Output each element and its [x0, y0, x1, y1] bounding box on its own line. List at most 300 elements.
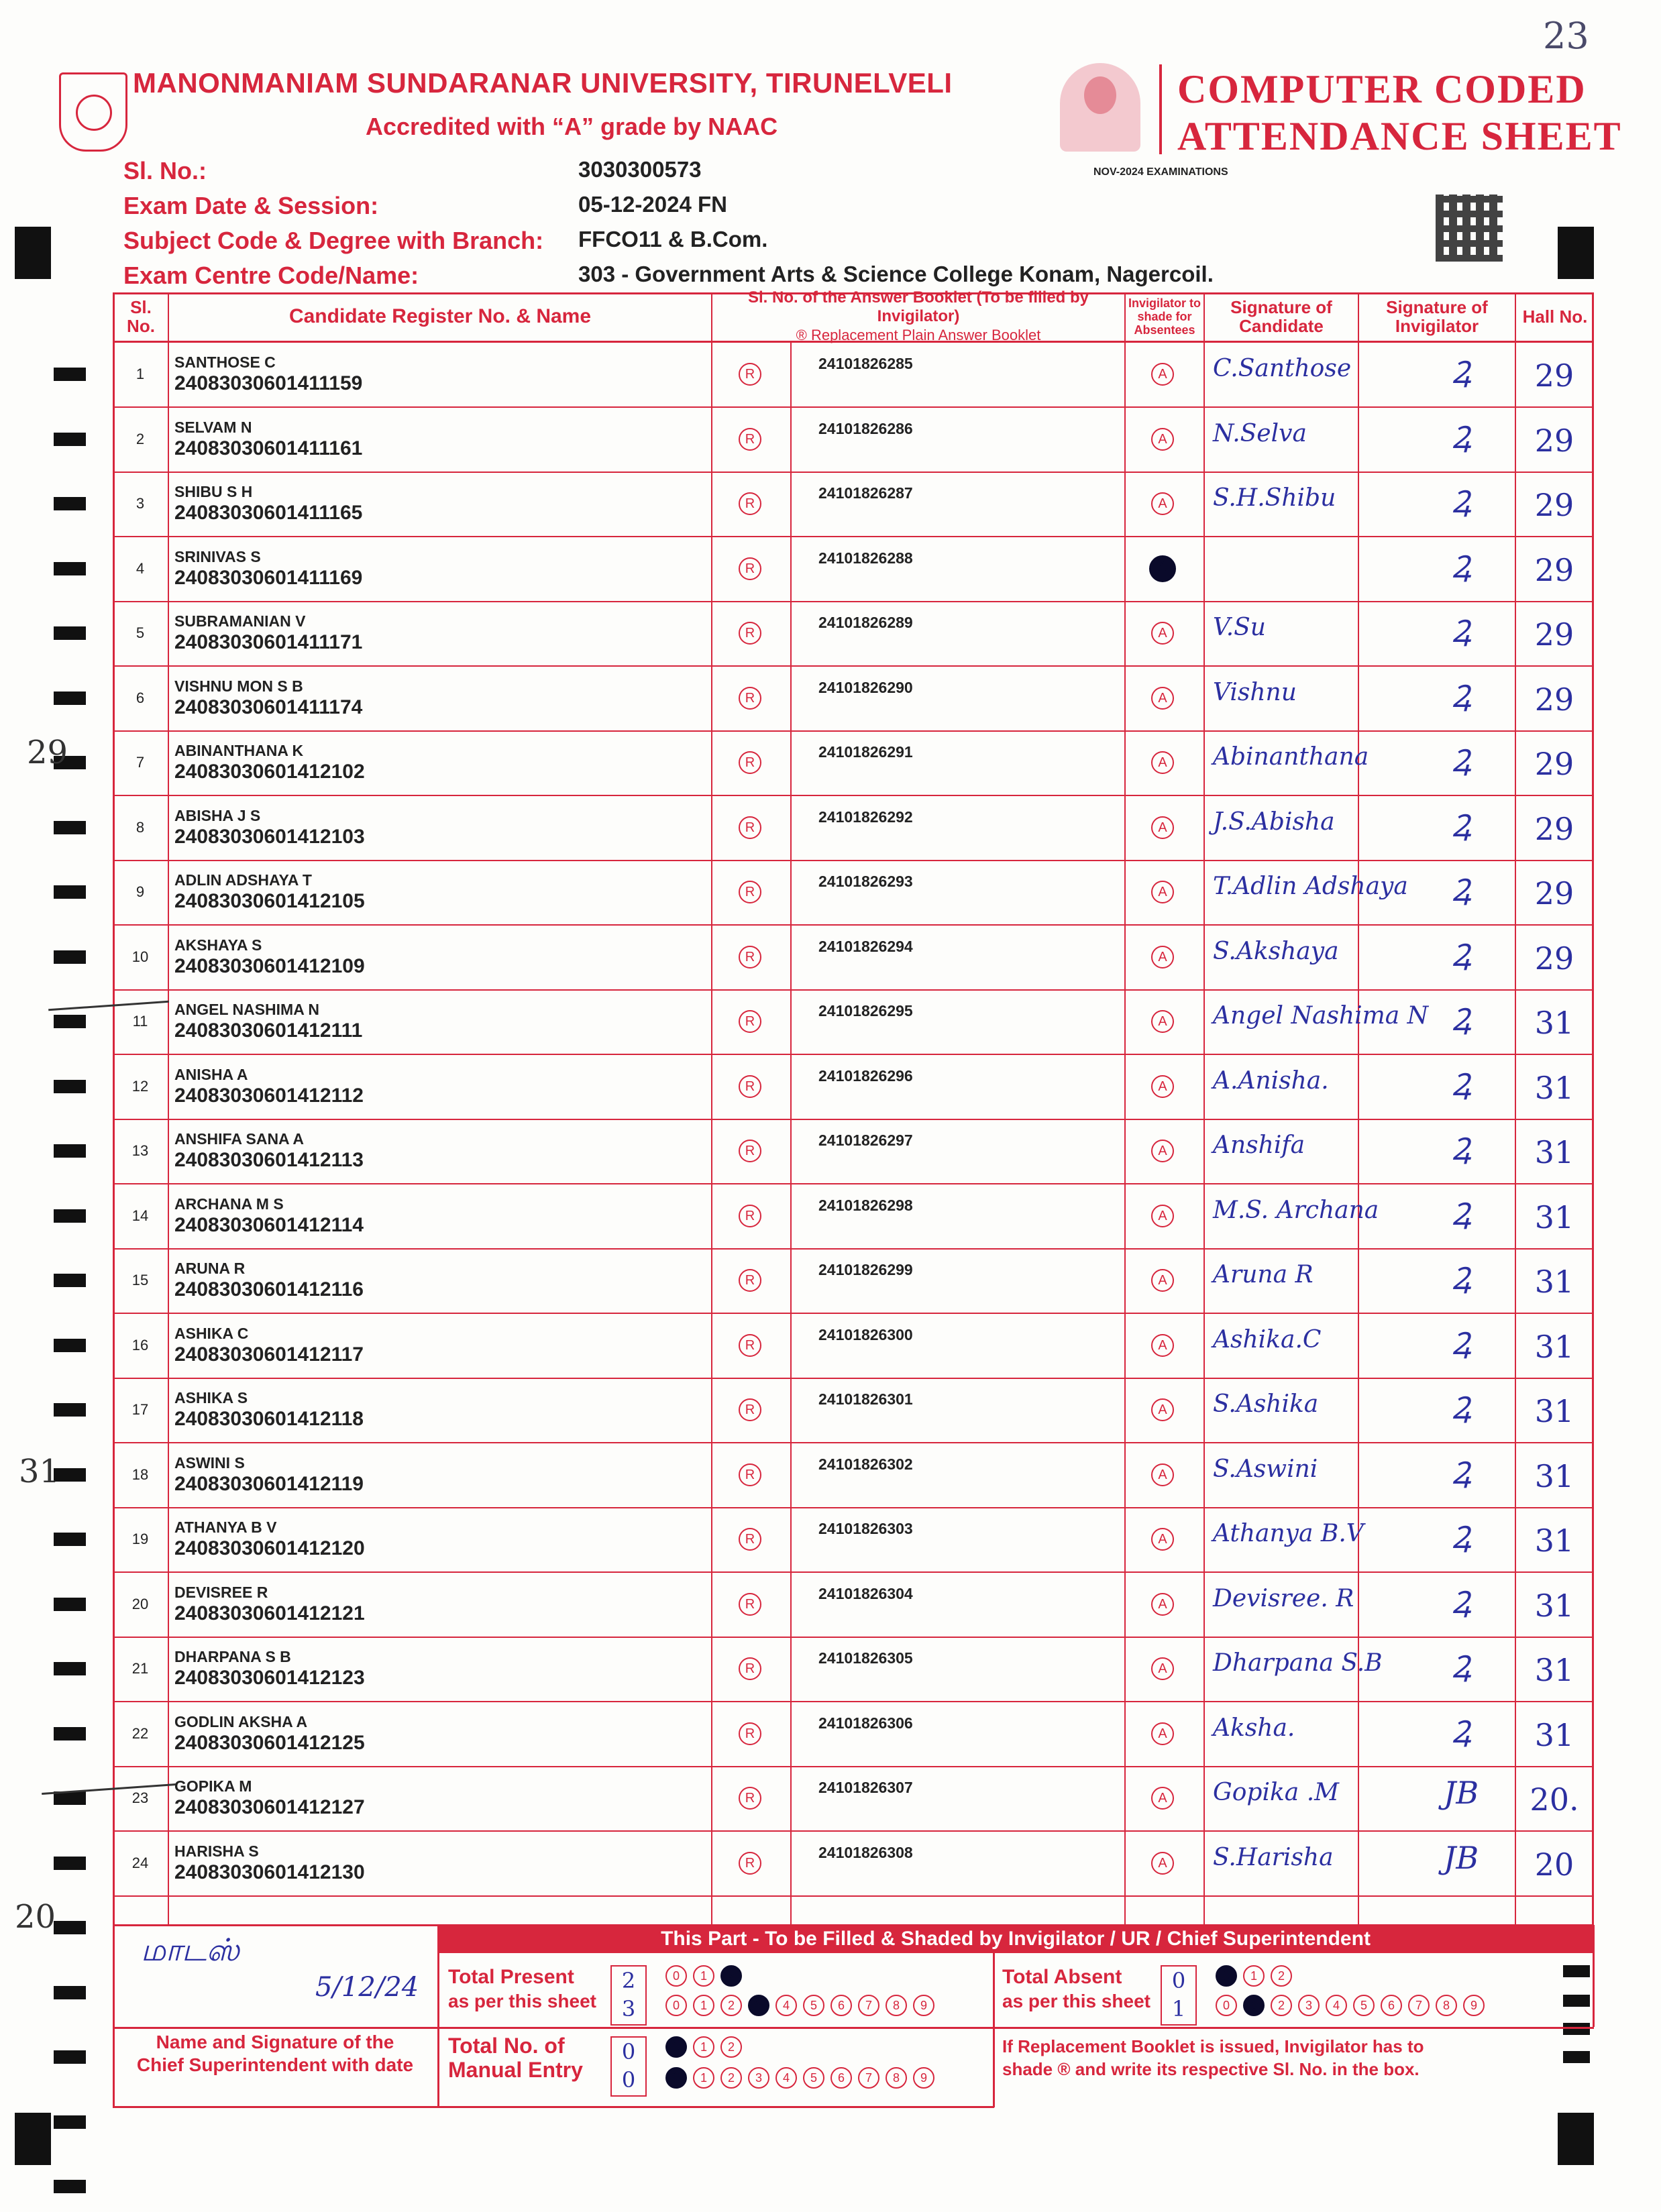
row-sl: 21 — [131, 1660, 149, 1677]
row-sl: 13 — [131, 1142, 149, 1159]
booklet-number: 24101826288 — [818, 549, 913, 567]
replacement-bubble[interactable]: R — [739, 557, 761, 580]
candidate-name: ARUNA R — [174, 1260, 246, 1277]
timing-mark — [54, 885, 86, 899]
replacement-bubble[interactable]: R — [739, 816, 761, 839]
registration-mark — [1558, 2113, 1594, 2165]
candidate-signature: Devisree. R — [1213, 1584, 1354, 1612]
replacement-bubble[interactable]: R — [739, 946, 761, 969]
invigilator-signature: JB — [1443, 1839, 1479, 1876]
row-divider — [113, 1895, 1594, 1897]
margin-note-31: 31 — [19, 1453, 60, 1490]
timing-mark — [54, 368, 86, 381]
candidate-name: DEVISREE R — [174, 1583, 268, 1601]
invigilator-signature: Ꝝ — [1451, 484, 1471, 520]
timing-mark — [1563, 2051, 1590, 2063]
replacement-bubble[interactable]: R — [739, 363, 761, 386]
booklet-number: 24101826285 — [818, 355, 913, 372]
candidate-name: GODLIN AKSHA A — [174, 1712, 308, 1730]
register-number: 24083030601412121 — [174, 1602, 365, 1624]
register-number: 24083030601411174 — [174, 696, 363, 718]
register-number: 24083030601412118 — [174, 1408, 364, 1430]
timing-mark — [54, 1533, 86, 1546]
invigilator-signature: Ꝝ — [1451, 742, 1471, 779]
candidate-signature: M.S. Archana — [1213, 1196, 1379, 1224]
booklet-number: 24101826299 — [818, 1261, 913, 1278]
table-row — [113, 602, 1594, 667]
total-present-line1: Total Present — [448, 1966, 574, 1988]
footer-border — [993, 1953, 995, 2107]
registration-mark — [1558, 227, 1594, 279]
header-booklet — [712, 288, 1124, 343]
timing-mark — [54, 1080, 86, 1093]
present-bubbles-tens[interactable]: 0 1 2 — [665, 1965, 748, 1987]
table-row — [113, 796, 1594, 861]
table-row — [113, 926, 1594, 991]
candidate-name: SELVAM N — [174, 418, 252, 436]
university-name: MANONMANIAM SUNDARANAR UNIVERSITY, TIRUNELVELI — [133, 67, 953, 99]
invigilator-signature: Ꝝ — [1451, 936, 1471, 973]
row-sl: 6 — [136, 689, 145, 706]
absent-bubble[interactable]: A — [1151, 1140, 1174, 1162]
timing-mark — [54, 1403, 86, 1417]
subject-label: Subject Code & Degree with Branch: — [123, 227, 544, 254]
absent-bubble[interactable]: A — [1151, 1463, 1174, 1486]
subject-value: FFCO11 & B.Com. — [578, 227, 768, 252]
absent-digit-2: 1 — [1171, 1996, 1186, 2022]
row-sl: 5 — [136, 624, 145, 641]
replacement-bubble[interactable]: R — [739, 1075, 761, 1098]
replacement-bubble[interactable]: R — [739, 751, 761, 774]
timing-mark — [1563, 2023, 1590, 2035]
founder-portrait — [1060, 63, 1140, 152]
register-number: 24083030601412114 — [174, 1213, 364, 1236]
hall-number: 29 — [1534, 681, 1574, 718]
footer-band: This Part - To be Filled & Shaded by Invigilator / UR / Chief Superintendent — [437, 1925, 1594, 1953]
margin-note-29: 29 — [27, 734, 68, 771]
candidate-signature: S.Ashika — [1213, 1390, 1319, 1418]
candidate-name: VISHNU MON S B — [174, 677, 303, 695]
timing-mark — [54, 950, 86, 964]
register-number: 24083030601412127 — [174, 1796, 365, 1818]
header-candidate: Candidate Register No. & Name — [288, 305, 592, 327]
hall-number: 29 — [1534, 746, 1574, 782]
hall-number: 29 — [1534, 551, 1574, 588]
sheet-title-line1: COMPUTER CODED — [1177, 67, 1587, 111]
cs-label-line1: Name and Signature of the — [156, 2032, 394, 2052]
candidate-name: ANGEL NASHIMA N — [174, 1001, 319, 1018]
row-sl: 15 — [131, 1272, 149, 1288]
manual-bubbles-tens[interactable]: 0 1 2 — [665, 2036, 748, 2058]
row-sl: 12 — [131, 1077, 149, 1095]
replacement-note-line1: If Replacement Booklet is issued, Invigilator has to — [1002, 2036, 1424, 2056]
booklet-number: 24101826287 — [818, 484, 913, 502]
exam-date-value: 05-12-2024 FN — [578, 192, 727, 217]
candidate-name: ANSHIFA SANA A — [174, 1130, 304, 1148]
header-hall: Hall No. — [1522, 307, 1588, 327]
replacement-bubble[interactable]: R — [739, 1463, 761, 1486]
invigilator-signature: Ꝝ — [1451, 613, 1471, 649]
footer-border — [113, 1925, 115, 2107]
cs-label-line2: Chief Superintendent with date — [136, 2054, 414, 2075]
booklet-number: 24101826291 — [818, 743, 913, 761]
absent-bubble[interactable]: A — [1151, 1398, 1174, 1421]
replacement-bubble[interactable]: R — [739, 1593, 761, 1616]
replacement-bubble[interactable]: R — [739, 492, 761, 515]
hall-number: 29 — [1534, 357, 1574, 394]
booklet-number: 24101826286 — [818, 419, 913, 437]
booklet-number: 24101826290 — [818, 678, 913, 696]
centre-label: Exam Centre Code/Name: — [123, 262, 419, 289]
timing-mark — [54, 1727, 86, 1740]
candidate-signature: Abinanthana — [1213, 743, 1369, 771]
candidate-signature: J.S.Abisha — [1213, 808, 1335, 836]
table-row — [113, 408, 1594, 473]
manual-digit-1: 0 — [621, 2039, 636, 2064]
booklet-number: 24101826306 — [818, 1714, 913, 1732]
replacement-bubble[interactable]: R — [739, 1398, 761, 1421]
replacement-bubble[interactable]: R — [739, 622, 761, 645]
candidate-name: DHARPANA S B — [174, 1648, 291, 1665]
absent-bubble[interactable]: A — [1151, 1657, 1174, 1680]
register-number: 24083030601411161 — [174, 437, 363, 459]
replacement-bubble[interactable]: R — [739, 1657, 761, 1680]
timing-mark — [54, 2115, 86, 2129]
qr-code — [1436, 195, 1503, 262]
registration-mark — [15, 227, 51, 279]
register-number: 24083030601412103 — [174, 825, 365, 848]
candidate-name: ARCHANA M S — [174, 1195, 284, 1213]
candidate-name: ABISHA J S — [174, 806, 261, 824]
absent-bubbles-units[interactable]: 0 1 2 3 4 5 6 7 8 9 — [1216, 1995, 1491, 2016]
table-row — [113, 1443, 1594, 1508]
register-number: 24083030601412111 — [174, 1019, 363, 1042]
timing-mark — [54, 1339, 86, 1352]
hall-number: 31 — [1534, 1005, 1574, 1041]
footer-border — [437, 1925, 439, 2107]
table-row — [113, 1637, 1594, 1702]
absent-bubble[interactable]: A — [1151, 1722, 1174, 1745]
hall-number: 31 — [1534, 1716, 1574, 1753]
replacement-bubble[interactable]: R — [739, 881, 761, 903]
row-sl: 2 — [136, 430, 145, 447]
table-row — [113, 1767, 1594, 1832]
timing-mark — [54, 1144, 86, 1158]
present-bubbles-units[interactable]: 0 1 2 3 4 5 6 7 8 9 — [665, 1995, 941, 2016]
candidate-signature: S.H.Shibu — [1213, 484, 1336, 512]
invigilator-signature: Ꝝ — [1451, 1001, 1471, 1038]
hall-number: 31 — [1534, 1328, 1574, 1365]
absent-bubble[interactable]: A — [1151, 1334, 1174, 1357]
hall-number: 20. — [1530, 1781, 1579, 1818]
timing-mark — [54, 1857, 86, 1870]
table-row — [113, 1119, 1594, 1184]
header-absentees: Invigilator to shade for Absentees — [1128, 296, 1201, 337]
table-row — [113, 537, 1594, 602]
candidate-signature: V.Su — [1213, 614, 1266, 641]
replacement-bubble[interactable]: R — [739, 1334, 761, 1357]
row-sl: 1 — [136, 366, 145, 382]
table-row — [113, 1702, 1594, 1767]
manual-entry-digits — [610, 2036, 647, 2097]
candidate-signature: Vishnu — [1213, 678, 1297, 706]
invigilator-signature: Ꝝ — [1451, 677, 1471, 714]
candidate-name: GOPIKA M — [174, 1777, 252, 1795]
timing-mark — [54, 1274, 86, 1287]
absent-bubble[interactable]: A — [1151, 363, 1174, 386]
candidate-signature: C.Santhose — [1213, 355, 1352, 382]
row-sl: 19 — [131, 1531, 149, 1547]
table-row — [113, 1378, 1594, 1443]
absent-bubble[interactable]: A — [1151, 687, 1174, 710]
candidate-signature: Angel Nashima N — [1213, 1002, 1429, 1030]
candidate-signature: S.Akshaya — [1213, 937, 1339, 965]
total-present-label — [448, 1965, 596, 2013]
table-row — [113, 731, 1594, 796]
hall-number: 31 — [1534, 1069, 1574, 1106]
sheet-title — [1177, 66, 1622, 160]
footer-border — [1593, 1925, 1595, 2027]
candidate-name: AKSHAYA S — [174, 936, 262, 954]
invigilator-signature: Ꝝ — [1451, 354, 1471, 390]
timing-mark — [54, 2180, 86, 2193]
registration-mark — [15, 2113, 51, 2165]
booklet-number: 24101826294 — [818, 937, 913, 955]
booklet-number: 24101826304 — [818, 1584, 913, 1602]
hall-number: 29 — [1534, 487, 1574, 523]
invigilator-signature: Ꝝ — [1451, 1131, 1471, 1167]
timing-mark — [54, 433, 86, 446]
invigilator-signature: Ꝝ — [1451, 1649, 1471, 1685]
booklet-number: 24101826303 — [818, 1520, 913, 1537]
row-sl: 24 — [131, 1854, 149, 1871]
replacement-bubble[interactable]: R — [739, 1852, 761, 1875]
row-sl: 23 — [131, 1789, 149, 1806]
hall-number: 31 — [1534, 1134, 1574, 1170]
candidate-name: ATHANYA B V — [174, 1518, 277, 1536]
absent-bubbles-tens[interactable]: 0 1 2 — [1216, 1965, 1298, 1987]
hall-number: 31 — [1534, 1264, 1574, 1300]
row-sl: 22 — [131, 1724, 149, 1742]
hall-number: 29 — [1534, 616, 1574, 653]
present-digit-2: 3 — [621, 1996, 636, 2022]
absent-bubble[interactable]: A — [1151, 816, 1174, 839]
invigilator-signature: Ꝝ — [1451, 1195, 1471, 1232]
invigilator-signature: Ꝝ — [1451, 1519, 1471, 1555]
replacement-bubble[interactable]: R — [739, 1787, 761, 1810]
header-sl: Sl. No. — [127, 297, 155, 336]
hall-number: 31 — [1534, 1587, 1574, 1624]
timing-mark — [54, 1598, 86, 1611]
candidate-name: ABINANTHANA K — [174, 742, 304, 759]
absent-bubble[interactable]: A — [1151, 1852, 1174, 1875]
header-candidate-signature: Signature of Candidate — [1230, 297, 1332, 336]
absent-bubble[interactable]: A — [1151, 1075, 1174, 1098]
candidate-name: ASHIKA C — [174, 1324, 249, 1342]
replacement-bubble[interactable]: R — [739, 1140, 761, 1162]
total-absent-line1: Total Absent — [1002, 1966, 1122, 1988]
absent-bubble[interactable]: A — [1151, 492, 1174, 515]
replacement-bubble[interactable]: R — [739, 1205, 761, 1227]
booklet-number: 24101826298 — [818, 1196, 913, 1214]
row-sl: 16 — [131, 1336, 149, 1353]
table-row — [113, 1184, 1594, 1250]
header-divider — [1159, 64, 1162, 154]
row-sl: 3 — [136, 495, 145, 512]
replacement-note-line2: shade ® and write its respective Sl. No. in the box. — [1002, 2059, 1419, 2079]
hall-number: 29 — [1534, 810, 1574, 847]
register-number: 24083030601412119 — [174, 1472, 364, 1495]
replacement-bubble[interactable]: R — [739, 1722, 761, 1745]
booklet-number: 24101826297 — [818, 1131, 913, 1149]
row-sl: 7 — [136, 754, 145, 771]
hall-number: 29 — [1534, 422, 1574, 459]
hall-number: 31 — [1534, 1523, 1574, 1559]
invigilator-signature: Ꝝ — [1451, 548, 1471, 585]
replacement-bubble[interactable]: R — [739, 1269, 761, 1292]
candidate-signature: Anshifa — [1213, 1131, 1305, 1159]
candidate-signature: T.Adlin Adshaya — [1213, 873, 1408, 900]
exam-session-label: NOV-2024 EXAMINATIONS — [1093, 166, 1228, 178]
manual-entry-line1: Total No. of — [448, 2034, 565, 2058]
candidate-signature: S.Aswini — [1213, 1455, 1318, 1483]
candidate-name: ASWINI S — [174, 1453, 245, 1472]
register-number: 24083030601412130 — [174, 1861, 365, 1883]
booklet-number: 24101826295 — [818, 1002, 913, 1019]
replacement-bubble[interactable]: R — [739, 687, 761, 710]
table-row — [113, 1055, 1594, 1120]
absent-bubble[interactable]: A — [1151, 1528, 1174, 1551]
hall-number: 20 — [1534, 1846, 1574, 1883]
timing-mark — [54, 562, 86, 575]
invigilator-signature: Ꝝ — [1451, 1325, 1471, 1362]
register-number: 24083030601411165 — [174, 502, 363, 524]
header-invigilator-signature: Signature of Invigilator — [1386, 297, 1488, 336]
invigilator-signature: Ꝝ — [1451, 1066, 1471, 1103]
table-row — [113, 1832, 1594, 1897]
table-row — [113, 1508, 1594, 1573]
centre-value: 303 - Government Arts & Science College Konam, Nagercoil. — [578, 262, 1214, 286]
register-number: 24083030601412120 — [174, 1537, 365, 1559]
replacement-bubble[interactable]: R — [739, 1528, 761, 1551]
timing-mark — [54, 2050, 86, 2064]
register-number: 24083030601411159 — [174, 372, 363, 394]
table-row — [113, 472, 1594, 537]
absent-bubble[interactable]: A — [1151, 1269, 1174, 1292]
invigilator-signature: Ꝝ — [1451, 1584, 1471, 1620]
absent-bubble[interactable]: A — [1151, 1787, 1174, 1810]
timing-mark — [54, 1921, 86, 1934]
total-present-digits — [610, 1965, 647, 2026]
absent-bubble[interactable]: A — [1151, 1010, 1174, 1033]
replacement-note — [1002, 2035, 1424, 2081]
candidate-name: SANTHOSE C — [174, 353, 276, 371]
university-logo — [59, 72, 127, 152]
booklet-number: 24101826308 — [818, 1843, 913, 1861]
chief-superintendent-signature: மாடஸ் — [141, 1932, 240, 1968]
booklet-number: 24101826302 — [818, 1455, 913, 1473]
table-row — [113, 861, 1594, 926]
row-sl: 14 — [131, 1207, 149, 1224]
accreditation: Accredited with “A” grade by NAAC — [366, 113, 778, 140]
chief-superintendent-date: 5/12/24 — [315, 1972, 419, 2003]
absent-bubble[interactable]: A — [1151, 622, 1174, 645]
absent-bubble[interactable]: A — [1151, 881, 1174, 903]
manual-bubbles-units[interactable]: 0 1 2 3 4 5 6 7 8 9 — [665, 2067, 941, 2089]
candidate-name: ANISHA A — [174, 1065, 248, 1083]
register-number: 24083030601412112 — [174, 1084, 364, 1107]
booklet-number: 24101826305 — [818, 1649, 913, 1667]
timing-mark — [1563, 1995, 1590, 2007]
candidate-name: SHIBU S H — [174, 483, 253, 500]
absent-bubble[interactable]: A — [1151, 751, 1174, 774]
header-booklet-sub: ® Replacement Plain Answer Booklet — [796, 327, 1041, 343]
row-sl: 11 — [132, 1013, 148, 1030]
hall-number: 31 — [1534, 1393, 1574, 1429]
replacement-bubble[interactable]: R — [739, 428, 761, 451]
sheet-title-line2: ATTENDANCE SHEET — [1177, 114, 1622, 158]
absent-bubble[interactable]: A — [1151, 1593, 1174, 1616]
table-row — [113, 1573, 1594, 1638]
row-sl: 20 — [131, 1595, 149, 1612]
absent-bubble[interactable]: A — [1149, 555, 1176, 582]
manual-entry-label — [448, 2034, 583, 2082]
total-absent-label — [1002, 1965, 1150, 2013]
absent-bubble[interactable]: A — [1151, 428, 1174, 451]
timing-mark — [1563, 1965, 1590, 1977]
absent-bubble[interactable]: A — [1151, 1205, 1174, 1227]
hall-number: 31 — [1534, 1457, 1574, 1494]
candidate-name: ADLIN ADSHAYA T — [174, 871, 312, 889]
register-number: 24083030601412105 — [174, 890, 365, 912]
row-sl: 9 — [136, 883, 145, 900]
table-row — [113, 343, 1594, 408]
page-number: 23 — [1543, 15, 1589, 57]
footer-border — [113, 2027, 1594, 2029]
candidate-signature: Aruna R — [1213, 1261, 1314, 1288]
candidate-signature: Athanya B.V — [1213, 1520, 1364, 1547]
timing-mark — [54, 1662, 86, 1675]
table-row — [113, 1314, 1594, 1379]
candidate-signature: N.Selva — [1213, 419, 1307, 447]
hall-number: 29 — [1534, 875, 1574, 911]
invigilator-signature: JB — [1443, 1775, 1479, 1811]
candidate-name: SRINIVAS S — [174, 547, 261, 565]
timing-mark — [54, 821, 86, 834]
invigilator-signature: Ꝝ — [1451, 872, 1471, 908]
absent-bubble[interactable]: A — [1151, 946, 1174, 969]
table-row — [113, 1249, 1594, 1314]
candidate-name: ASHIKA S — [174, 1389, 248, 1406]
hall-number: 29 — [1534, 940, 1574, 977]
row-sl: 8 — [136, 818, 145, 836]
total-present-line2: as per this sheet — [448, 1991, 596, 2011]
candidate-name: HARISHA S — [174, 1842, 259, 1860]
timing-mark — [54, 1209, 86, 1223]
register-number: 24083030601412123 — [174, 1667, 365, 1689]
absent-digit-1: 0 — [1171, 1968, 1186, 1993]
candidate-signature: Gopika .M — [1213, 1779, 1340, 1806]
hall-number: 31 — [1534, 1652, 1574, 1688]
row-sl: 17 — [131, 1401, 149, 1418]
hall-number: 31 — [1534, 1199, 1574, 1235]
footer-border — [113, 2106, 994, 2108]
booklet-number: 24101826307 — [818, 1779, 913, 1796]
replacement-bubble[interactable]: R — [739, 1010, 761, 1033]
timing-mark — [54, 1015, 86, 1028]
invigilator-signature: Ꝝ — [1451, 1260, 1471, 1296]
register-number: 24083030601412109 — [174, 954, 365, 977]
